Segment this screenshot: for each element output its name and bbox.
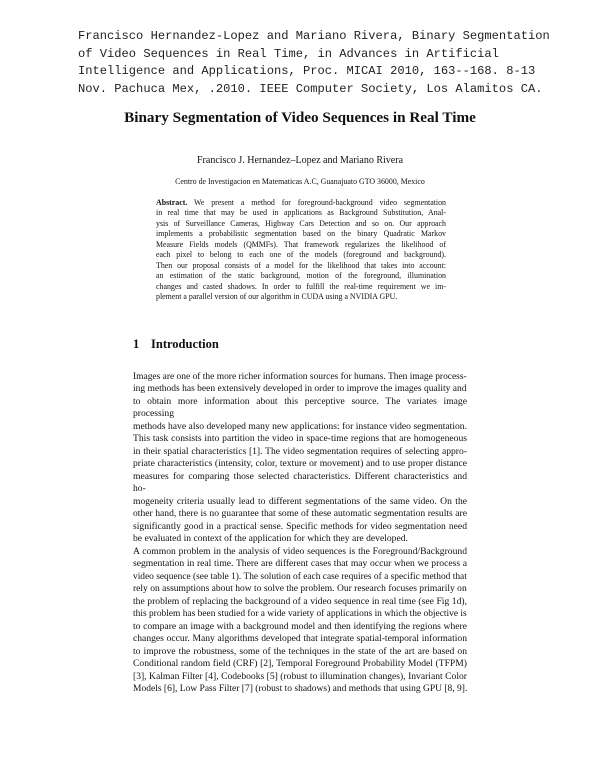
body-line: segmentation in real time. There are different cases that may occur when we process a xyxy=(133,558,467,570)
citation-line: Nov. Pachuca Mex, .2010. IEEE Computer Society, Los Alamitos CA. xyxy=(78,81,543,96)
paper-title: Binary Segmentation of Video Sequences in Real Time xyxy=(124,109,476,126)
body-line: Images are one of the more richer information sources for humans. Then image process- xyxy=(133,371,467,382)
author-affiliation: Centro de Investigacion en Matematicas A.C, Guanajuato GTO 36000, Mexico xyxy=(175,177,425,186)
body-line: This task consists into partition the video in space-time regions that are homogeneous xyxy=(133,433,467,445)
abstract-line: changes and casted shadows. In order to fulfill the real-time requirement we im- xyxy=(156,281,446,291)
abstract-line: implements a probabilistic segmentation based on the binary Quadratic Markov xyxy=(156,229,446,239)
body-line: be evaluated in context of the application for which they are developed. xyxy=(133,533,408,545)
citation-line: Intelligence and Applications, Proc. MICAI 2010, 163--168. 8-13 xyxy=(78,64,536,78)
abstract-line: Measure Fields models (QMMFs). That framework regularizes the likelihood of xyxy=(156,239,446,249)
section-heading-introduction xyxy=(133,337,219,352)
body-line: significantly good in a practical sense. Specific methods for video segmentation need xyxy=(133,520,467,532)
body-line: in their spatial characteristics [1]. The video segmentation requires of selecting appro- xyxy=(133,445,467,457)
body-line: to obtain more information about this perceptive source. The variates image processing xyxy=(133,395,467,420)
abstract-line: an estimation of the static background, motion of the foreground, illumination xyxy=(156,271,446,281)
body-line: rely on assumptions about how to solve the problem. Our research focuses primarily on xyxy=(133,583,467,595)
body-line: A common problem in the analysis of video sequences is the Foreground/Background xyxy=(133,545,467,557)
body-line: methods have also developed many new applications: for instance video segmentation. xyxy=(133,420,467,432)
abstract-line xyxy=(156,198,446,208)
body-line: to improve the robustness, some of the techniques in the state of the art are based on xyxy=(133,645,467,657)
body-line: other hand, there is no guarantee that some of these automatic segmentation results are xyxy=(133,508,467,520)
paper-authors: Francisco J. Hernandez–Lopez and Mariano Rivera xyxy=(196,155,404,166)
body-line: this problem has been studied for a wide variety of applications in which the objective is xyxy=(133,608,467,620)
abstract xyxy=(156,198,446,303)
body-line: [3], Kalman Filter [4], Codebooks [5] (robust to illumination changes), Invariant Color xyxy=(133,670,467,682)
abstract-label: Abstract. xyxy=(156,198,188,207)
abstract-line: ysis of Surveillance Cameras, Highway Cars Detection and so on. Our approach xyxy=(156,218,446,228)
introduction-body xyxy=(133,371,467,696)
body-line: measures for comparing those selected characteristics. Different characteristics and ho- xyxy=(133,470,467,495)
body-line: mogeneity criteria usually lead to different segmentations of the same video. On the xyxy=(133,495,467,507)
body-line: changes occur. Many algorithms developed that integrate spatial-temporal information xyxy=(133,633,467,645)
body-line: priate characteristics (intensity, color, texture or movement) and to use proper distance xyxy=(133,458,467,470)
abstract-line: plement a parallel version of our algorithm in CUDA using a NVIDIA GPU. xyxy=(156,292,398,302)
body-line: Models [6], Low Pass Filter [7] (robust to shadows) and methods that using GPU [8, 9]. xyxy=(133,683,468,695)
section-number: 1 xyxy=(133,337,140,351)
body-line: ing methods has been extensively developed in order to improve the images quality and xyxy=(133,383,467,395)
body-line: Conditional random field (CRF) [2], Temporal Foreground Probability Model (TFPM) xyxy=(133,658,467,670)
abstract-line: each pixel to belong to each one of the models (foreground and background). xyxy=(156,250,446,260)
abstract-line: Then our proposal consists of a model for the likelihood that takes into account: xyxy=(156,260,446,270)
citation-line: Francisco Hernandez-Lopez and Mariano Rivera, Binary Segmentation xyxy=(78,29,550,43)
body-line: the problem of replacing the background of a video sequence in real time (see Fig 1d), xyxy=(133,595,467,607)
citation-header xyxy=(78,28,578,98)
citation-line: of Video Sequences in Real Time, in Advances in Artificial xyxy=(78,46,499,61)
body-line: video sequence (see table 1). The solution of each case requires of a specific method that xyxy=(133,570,467,582)
abstract-text: We present a method for foreground-background video segmentation xyxy=(187,198,446,207)
body-line: to compare an image with a background model and then identifying the regions where xyxy=(133,620,467,632)
abstract-line: in real time that may be used in applications as Background Substitution, Anal- xyxy=(156,208,446,218)
section-title: Introduction xyxy=(151,337,219,351)
